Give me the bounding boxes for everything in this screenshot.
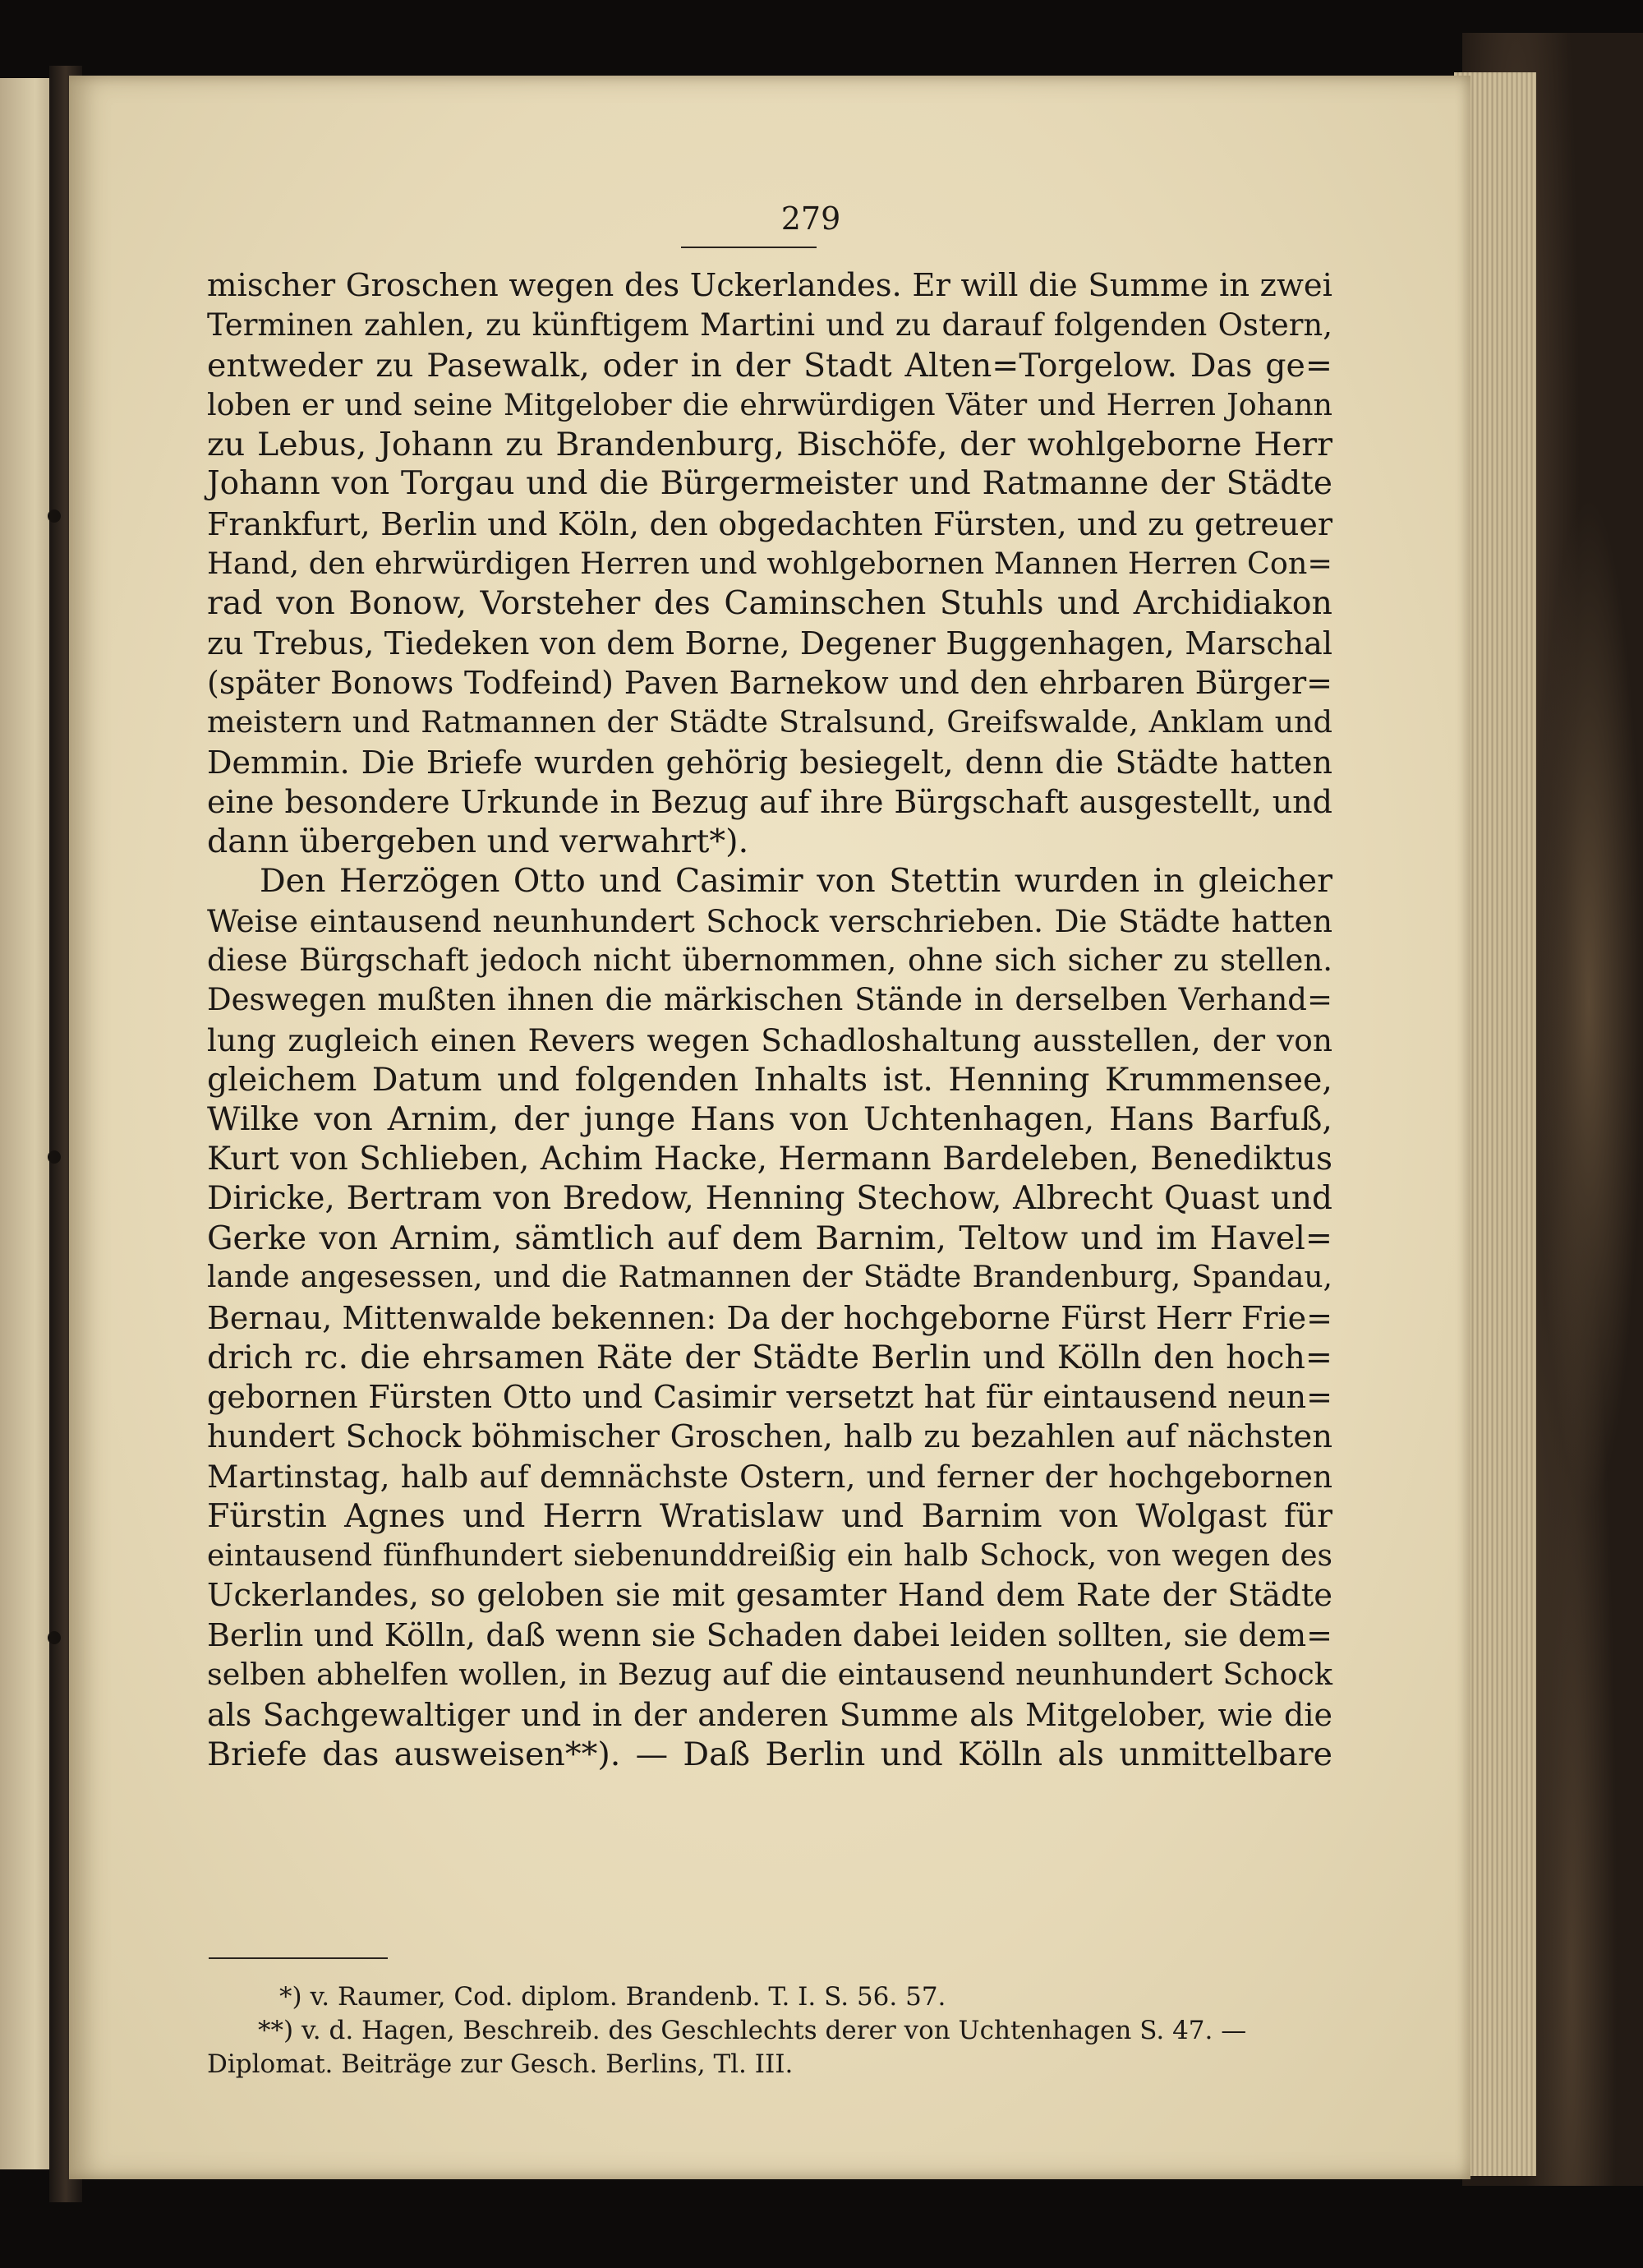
text-line: Martinstag, halb auf demnächste Ostern, und ferner der hochgebornen bbox=[207, 1458, 1332, 1495]
footnotes bbox=[207, 1980, 1332, 2081]
footnote: *) v. Raumer, Cod. diplom. Brandenb. T. I. S. 56. 57. bbox=[279, 1982, 946, 2012]
text-line: selben abhelfen wollen, in Bezug auf die eintausend neunhundert Schock bbox=[207, 1657, 1332, 1693]
text-line: Gerke von Arnim, sämtlich auf dem Barnim, Teltow und im Havel= bbox=[207, 1219, 1332, 1258]
text-line: loben er und seine Mitgelober die ehrwürdigen Väter und Herren Johann bbox=[207, 386, 1332, 422]
text-line: dann übergeben und verwahrt*). bbox=[207, 823, 749, 861]
footnote-rule bbox=[209, 1957, 388, 1959]
stitch-hole bbox=[48, 1150, 61, 1164]
body-text bbox=[207, 266, 1332, 1774]
text-line: Kurt von Schlieben, Achim Hacke, Hermann Bardeleben, Benediktus bbox=[207, 1140, 1332, 1178]
text-line: zu Lebus, Johann zu Brandenburg, Bischöfe, der wohlgeborne Herr bbox=[207, 426, 1332, 464]
footnote: Diplomat. Beiträge zur Gesch. Berlins, Tl. III. bbox=[207, 2049, 794, 2079]
text-line: eintausend fünfhundert siebenunddreißig ein halb Schock, von wegen des bbox=[207, 1538, 1332, 1573]
text-line: Hand, den ehrwürdigen Herren und wohlgebornen Mannen Herren Con= bbox=[207, 546, 1332, 582]
text-line: diese Bürgschaft jedoch nicht übernommen, ohne sich sicher zu stellen. bbox=[207, 943, 1332, 979]
text-line: entweder zu Pasewalk, oder in der Stadt Alten=Torgelow. Das ge= bbox=[207, 346, 1332, 385]
text-line: Demmin. Die Briefe wurden gehörig besiegelt, denn die Städte hatten bbox=[207, 744, 1332, 781]
text-line: als Sachgewaltiger und in der anderen Summe als Mitgelober, wie die bbox=[207, 1696, 1332, 1733]
text-line: rad von Bonow, Vorsteher des Caminschen Stuhls und Archidiakon bbox=[207, 584, 1332, 623]
text-line: Fürstin Agnes und Herrn Wratislaw und Barnim von Wolgast für bbox=[207, 1497, 1332, 1536]
text-line: Briefe das ausweisen**). — Daß Berlin und Kölln als unmittelbare bbox=[207, 1735, 1332, 1773]
text-line: gleichem Datum und folgenden Inhalts ist. Henning Krummensee, bbox=[207, 1060, 1332, 1099]
text-line: drich rc. die ehrsamen Räte der Städte Berlin und Kölln den hoch= bbox=[207, 1339, 1332, 1377]
text-line: Wilke von Arnim, der junge Hans von Uchtenhagen, Hans Barfuß, bbox=[207, 1100, 1332, 1139]
text-line: Deswegen mußten ihnen die märkischen Stände in derselben Verhand= bbox=[207, 982, 1332, 1018]
text-line: zu Trebus, Tiedeken von dem Borne, Degener Buggenhagen, Marschal bbox=[207, 625, 1332, 662]
text-line: Frankfurt, Berlin und Köln, den obgedachten Fürsten, und zu getreuer bbox=[207, 505, 1332, 542]
text-line: lande angesessen, und die Ratmannen der Städte Brandenburg, Spandau, bbox=[207, 1261, 1332, 1295]
text-line: Terminen zahlen, zu künftigem Martini und zu darauf folgenden Ostern, bbox=[207, 307, 1332, 343]
book-page bbox=[69, 76, 1470, 2179]
text-line: meistern und Ratmannen der Städte Stralsund, Greifswalde, Anklam und bbox=[207, 704, 1332, 740]
text-line: Bernau, Mittenwalde bekennen: Da der hochgeborne Fürst Herr Frie= bbox=[207, 1299, 1332, 1336]
text-line: (später Bonows Todfeind) Paven Barnekow und den ehrbaren Bürger= bbox=[207, 664, 1332, 701]
text-line: mischer Groschen wegen des Uckerlandes. Er will die Summe in zwei bbox=[207, 267, 1332, 304]
text-line: Berlin und Kölln, daß wenn sie Schaden dabei leiden sollten, sie dem= bbox=[207, 1617, 1332, 1654]
text-line: eine besondere Urkunde in Bezug auf ihre Bürgschaft ausgestellt, und bbox=[207, 783, 1332, 820]
text-line: Den Herzögen Otto und Casimir von Stettin wurden in gleicher bbox=[260, 862, 1332, 901]
text-line: lung zugleich einen Revers wegen Schadloshaltung ausstellen, der von bbox=[207, 1021, 1332, 1058]
header-rule bbox=[681, 247, 817, 248]
text-line: Diricke, Bertram von Bredow, Henning Stechow, Albrecht Quast und bbox=[207, 1179, 1332, 1217]
stitch-hole bbox=[48, 509, 61, 523]
text-line: Weise eintausend neunhundert Schock verschrieben. Die Städte hatten bbox=[207, 902, 1332, 939]
footnote: **) v. d. Hagen, Beschreib. des Geschlechts derer von Uchtenhagen S. 47. — bbox=[258, 2016, 1247, 2045]
text-line: hundert Schock böhmischer Groschen, halb zu bezahlen auf nächsten bbox=[207, 1418, 1332, 1455]
text-line: gebornen Fürsten Otto und Casimir versetzt hat für eintausend neun= bbox=[207, 1379, 1332, 1416]
text-line: Johann von Torgau und die Bürgermeister und Ratmanne der Städte bbox=[207, 465, 1332, 503]
stitch-hole bbox=[48, 1631, 61, 1644]
text-line: Uckerlandes, so geloben sie mit gesamter Hand dem Rate der Städte bbox=[207, 1576, 1332, 1614]
page-number: 279 bbox=[780, 201, 841, 237]
